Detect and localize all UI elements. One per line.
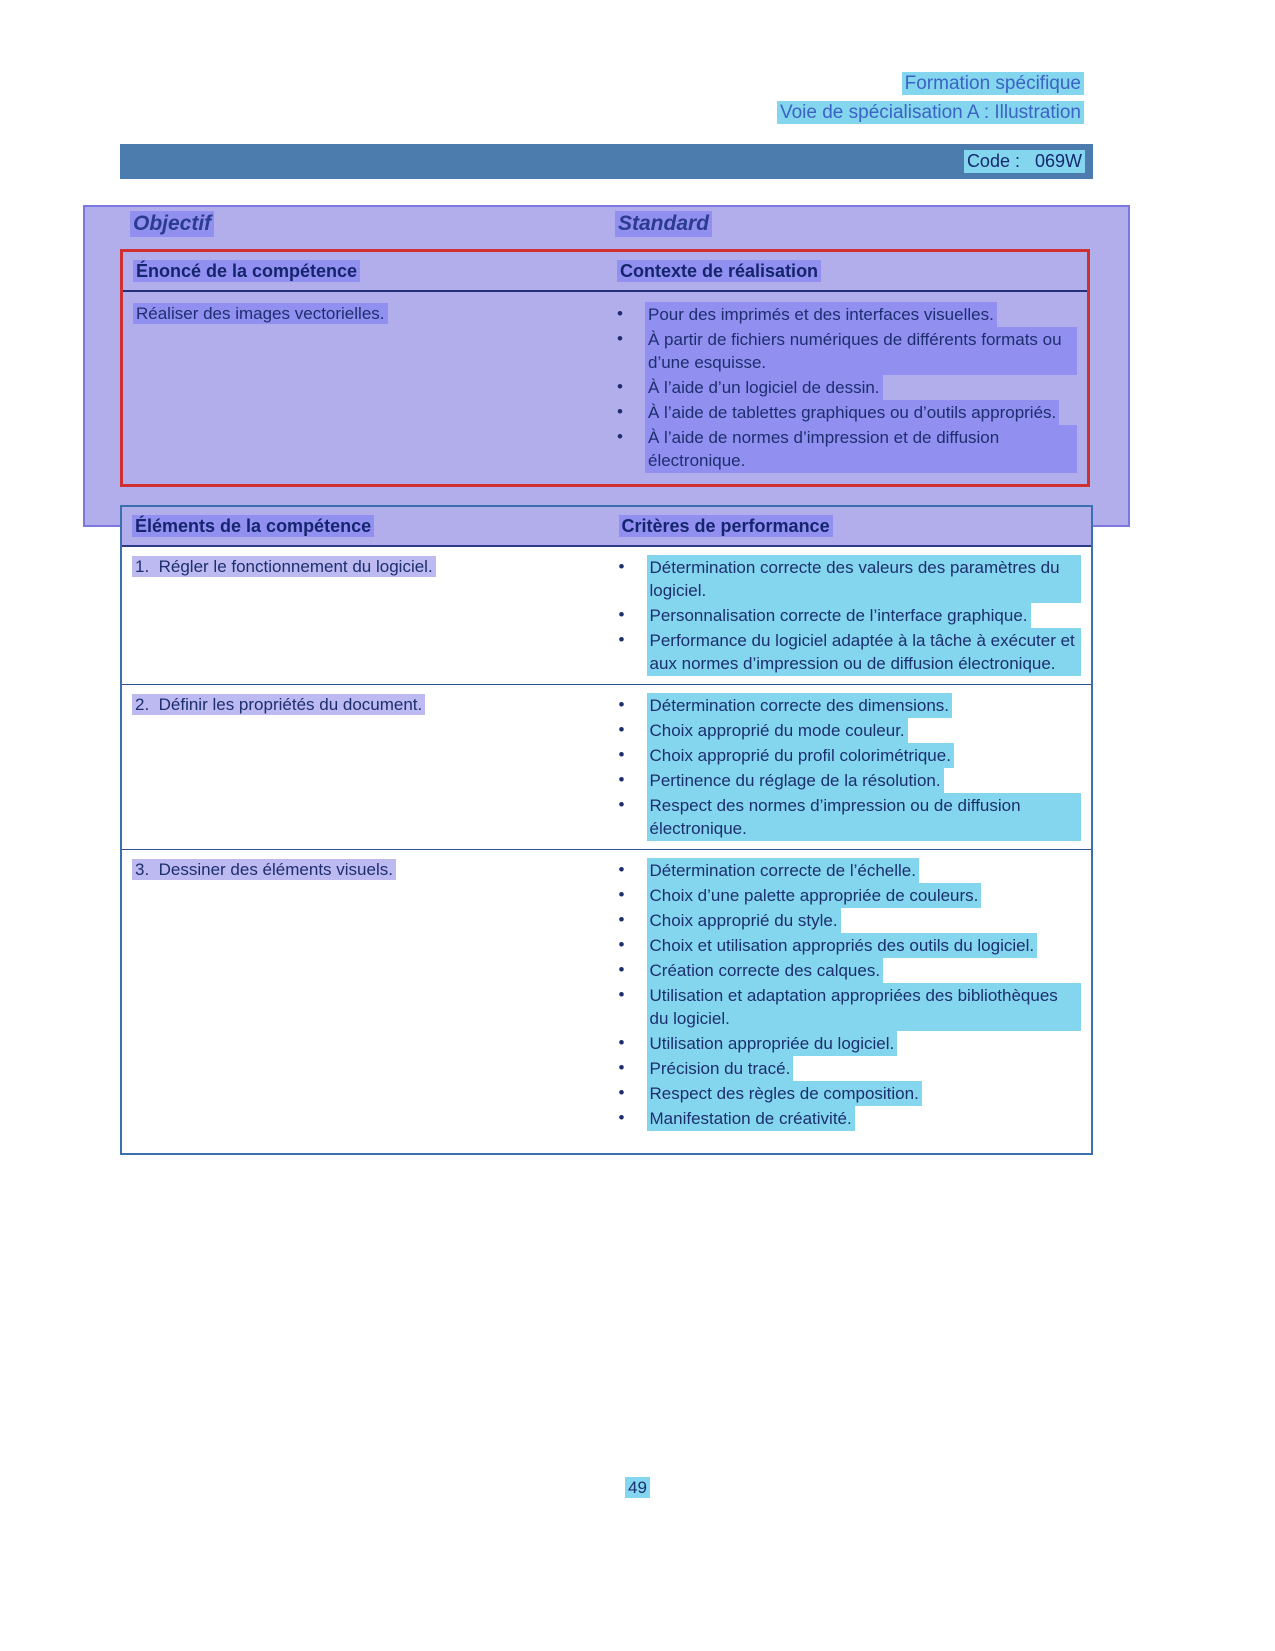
criteria-item-text: Choix approprié du profil colorimétrique. [647,743,954,768]
bullet-icon: • [617,329,623,348]
elements-header-label: Éléments de la compétence [132,515,374,537]
header-row [777,70,1084,98]
criteria-item [619,983,1082,1031]
bullet-icon: • [618,795,625,814]
element-row-1 [122,547,1091,685]
elements-table-header [122,507,1091,547]
enonce-header-label: Énoncé de la compétence [133,260,360,282]
header-row [777,99,1084,127]
element-label: 3. Dessiner des éléments visuels. [132,859,396,880]
element-label: 2. Définir les propriétés du document. [132,694,425,715]
criteria-item [619,718,1082,743]
criteria-item-text: Utilisation et adaptation appropriées des bibliothèques du logiciel. [647,983,1082,1031]
page-number-text: 49 [625,1477,650,1498]
header-cell-enonce [123,261,605,282]
criteria-item [619,628,1082,676]
context-item [617,327,1077,375]
header-cell-criteres [607,516,1092,537]
context-cell [605,302,1087,473]
bullet-icon: • [618,720,625,739]
context-item [617,400,1077,425]
bullet-icon: • [618,935,625,954]
criteria-item [619,743,1082,768]
element-cell [122,555,607,676]
context-item [617,302,1077,327]
competence-table-header [123,252,1087,292]
criteria-item [619,793,1082,841]
criteria-item-text: Choix approprié du style. [647,908,841,933]
standard-heading: Standard [615,211,712,237]
criteria-item-text: Création correcte des calques. [647,958,884,983]
bullet-icon: • [618,1083,625,1102]
statement-cell [123,302,605,473]
criteria-item [619,958,1082,983]
context-item-text: À partir de fichiers numériques de différents formats ou d’une esquisse. [645,327,1077,375]
bullet-icon: • [617,402,623,421]
bullet-icon: • [617,304,623,323]
context-item [617,375,1077,400]
bullet-icon: • [617,377,623,396]
criteria-item-text: Pertinence du réglage de la résolution. [647,768,944,793]
competence-table-body [123,292,1087,473]
criteria-item [619,1031,1082,1056]
bullet-icon: • [618,1058,625,1077]
criteria-item [619,858,1082,883]
element-cell [122,858,607,1131]
contexte-header-label: Contexte de réalisation [617,260,821,282]
header-cell-contexte [605,261,1087,282]
bullet-icon: • [618,745,625,764]
bullet-icon: • [618,605,625,624]
elements-table [120,505,1093,1155]
context-item-text: À l’aide de normes d’impression et de diffusion électronique. [645,425,1077,473]
criteria-item [619,603,1082,628]
context-list [617,302,1077,473]
code-label: Code : 069W [964,150,1085,173]
criteria-item-text: Performance du logiciel adaptée à la tâche à exécuter et aux normes d’impression ou de diffusion électronique. [647,628,1082,676]
criteria-item [619,768,1082,793]
competence-table [120,249,1090,487]
criteria-item [619,1106,1082,1131]
criteria-item-text: Choix et utilisation appropriés des outils du logiciel. [647,933,1038,958]
criteria-item [619,693,1082,718]
objectif-standard-panel [83,205,1130,527]
criteria-item [619,883,1082,908]
criteria-item-text: Choix d’une palette appropriée de couleurs. [647,883,982,908]
code-bar [120,144,1093,179]
criteria-item-text: Précision du tracé. [647,1056,794,1081]
criteria-list-1 [619,555,1082,676]
criteria-list-2 [619,693,1082,841]
context-item-text: À l’aide de tablettes graphiques ou d’outils appropriés. [645,400,1059,425]
bullet-icon: • [618,770,625,789]
context-item-text: À l’aide d’un logiciel de dessin. [645,375,883,400]
bullet-icon: • [618,1033,625,1052]
criteria-cell [607,555,1092,676]
voie-line: Voie de spécialisation A : Illustration [777,101,1084,124]
bullet-icon: • [618,557,625,576]
bullet-icon: • [618,630,625,649]
criteria-item [619,933,1082,958]
element-row-2 [122,685,1091,850]
bullet-icon: • [618,860,625,879]
criteria-item-text: Respect des normes d’impression ou de diffusion électronique. [647,793,1082,841]
criteria-item-text: Choix approprié du mode couleur. [647,718,908,743]
criteres-header-label: Critères de performance [619,515,833,537]
bullet-icon: • [618,910,625,929]
formation-line: Formation spécifique [902,72,1084,95]
criteria-item-text: Respect des règles de composition. [647,1081,922,1106]
bullet-icon: • [618,885,625,904]
element-cell [122,693,607,841]
page-number [0,1478,1275,1498]
criteria-list-3 [619,858,1082,1131]
context-item [617,425,1077,473]
bullet-icon: • [617,427,623,446]
criteria-item-text: Personnalisation correcte de l’interface graphique. [647,603,1031,628]
criteria-item [619,1081,1082,1106]
element-label: 1. Régler le fonctionnement du logiciel. [132,556,436,577]
criteria-item [619,555,1082,603]
criteria-item-text: Détermination correcte de l’échelle. [647,858,919,883]
criteria-item-text: Utilisation appropriée du logiciel. [647,1031,898,1056]
objectif-heading: Objectif [130,211,214,237]
bullet-icon: • [618,960,625,979]
header-cell-elements [122,516,607,537]
criteria-item [619,908,1082,933]
document-header [777,70,1084,128]
criteria-cell [607,858,1092,1131]
criteria-item-text: Détermination correcte des dimensions. [647,693,953,718]
context-item-text: Pour des imprimés et des interfaces visuelles. [645,302,997,327]
criteria-item-text: Manifestation de créativité. [647,1106,855,1131]
element-row-3 [122,850,1091,1139]
criteria-cell [607,693,1092,841]
bullet-icon: • [618,1108,625,1127]
competence-statement: Réaliser des images vectorielles. [133,303,388,324]
bullet-icon: • [618,695,625,714]
criteria-item-text: Détermination correcte des valeurs des paramètres du logiciel. [647,555,1082,603]
bullet-icon: • [618,985,625,1004]
criteria-item [619,1056,1082,1081]
